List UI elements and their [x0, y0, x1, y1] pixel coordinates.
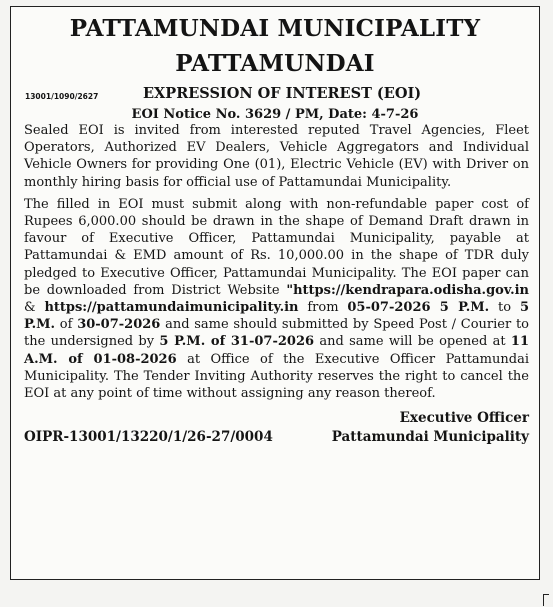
eoi-heading: EXPRESSION OF INTEREST (EOI)	[143, 85, 422, 102]
download-start-date: 05-07-2026 5 P.M.	[347, 300, 490, 316]
notice-number: EOI Notice No. 3629 / PM, Date: 4-7-26	[131, 107, 419, 122]
text-segment: The filled in EOI must submit along with non-refundable paper cost of Rupees 6,000.00 should be drawn in the shape of Demand Draft drawn in favour of Executive Officer, Pattamundai Municipality, payable at Pattamundai & EMD amount of Rs. 10,000.00 in the shape of TDR duly pledged to Executive Officer, Pattamundai Municipality. The EOI paper can be downloaded from District Website	[24, 196, 529, 298]
paragraph-conditions	[24, 196, 529, 402]
text-segment: from	[298, 300, 348, 316]
text-segment: and same should submitted by Speed Post / Courier to the undersigned by	[24, 317, 529, 350]
text-segment: and same will be opened at	[314, 334, 511, 350]
reference-row	[11, 85, 539, 105]
text-segment: of	[55, 317, 78, 333]
municipality-website-link: https://pattamundaimunicipality.in	[44, 300, 299, 316]
crop-mark	[543, 594, 544, 606]
oipr-number: OIPR-13001/13220/1/26-27/0004	[24, 429, 273, 446]
text-segment: to	[489, 300, 520, 316]
download-end-date: 30-07-2026	[77, 317, 161, 333]
footer-row	[11, 426, 539, 445]
opening-date: 11 A.M. of 01-08-2026	[24, 334, 530, 367]
submission-deadline: 5 P.M. of 31-07-2026	[159, 334, 315, 350]
district-website-link: "https://kendrapara.odisha.gov.in	[286, 282, 529, 298]
paragraph-invitation: Sealed EOI is invited from interested reputed Travel Agencies, Fleet Operators, Authorized EV Dealers, Vehicle Aggregators and Individual Vehicle Owners for providing One (01), Electric Vehicle (EV) with Driver on monthly hiring basis for official use of Pattamundai Municipality.	[24, 123, 529, 190]
text-segment: at Office of the Executive Officer Pattamundai Municipality. The Tender Inviting Authority reserves the right to cancel the EOI at any point of time without assigning any reason thereof.	[24, 351, 529, 402]
reference-code: 13001/1090/2627	[25, 92, 99, 101]
signatory-title: Executive Officer	[399, 410, 529, 427]
text-segment: &	[24, 300, 45, 316]
municipality-name: PATTAMUNDAI MUNICIPALITY	[69, 15, 481, 42]
download-end-time: 5 P.M.	[24, 300, 529, 333]
municipality-town: PATTAMUNDAI	[175, 50, 375, 77]
notice-body	[11, 122, 539, 402]
eoi-notice	[10, 6, 540, 580]
signatory-organization: Pattamundai Municipality	[331, 429, 529, 446]
